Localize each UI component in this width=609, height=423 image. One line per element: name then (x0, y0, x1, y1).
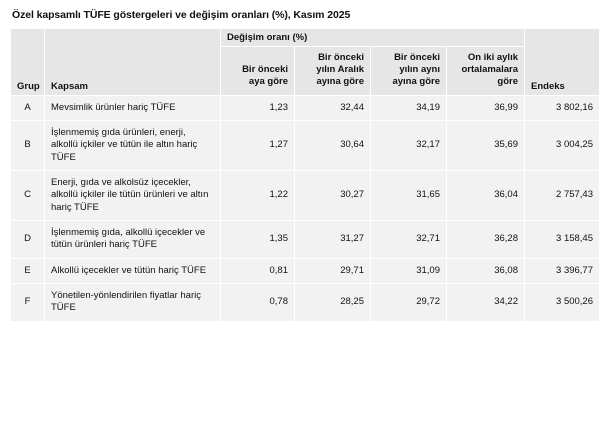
cell-twelve-month-avg: 36,28 (447, 221, 525, 259)
cell-group: B (11, 120, 45, 170)
cell-prev-month: 1,35 (221, 221, 295, 259)
table-header-group-row (11, 29, 600, 47)
cell-index: 3 500,26 (525, 284, 600, 322)
cell-scope: Alkollü içecekler ve tütün hariç TÜFE (45, 258, 221, 283)
cell-scope: Yönetilen-yönlendirilen fiyatlar hariç TÜFE (45, 284, 221, 322)
table-header (11, 29, 600, 96)
cell-twelve-month-avg: 34,22 (447, 284, 525, 322)
cell-prev-december: 31,27 (295, 221, 371, 259)
cell-group: E (11, 258, 45, 283)
cell-scope: İşlenmemiş gıda, alkollü içecekler ve tütün ürünleri hariç TÜFE (45, 221, 221, 259)
cell-prev-year-same-month: 29,72 (371, 284, 447, 322)
cell-scope: İşlenmemiş gıda ürünleri, enerji, alkollü içkiler ve tütün ile altın hariç TÜFE (45, 120, 221, 170)
cell-index: 3 004,25 (525, 120, 600, 170)
column-header-prev-december: Bir önceki yılın Aralık ayına göre (295, 47, 371, 96)
cell-prev-month: 0,81 (221, 258, 295, 283)
table-row (11, 120, 600, 170)
cell-prev-month: 1,22 (221, 171, 295, 221)
table-row (11, 258, 600, 283)
cell-index: 3 396,77 (525, 258, 600, 283)
cell-twelve-month-avg: 36,08 (447, 258, 525, 283)
cell-group: D (11, 221, 45, 259)
table-row (11, 221, 600, 259)
table-body (11, 95, 600, 321)
cell-prev-month: 1,23 (221, 95, 295, 120)
cell-prev-month: 0,78 (221, 284, 295, 322)
cell-twelve-month-avg: 35,69 (447, 120, 525, 170)
cell-index: 3 158,45 (525, 221, 600, 259)
column-header-scope: Kapsam (45, 29, 221, 96)
cell-prev-year-same-month: 31,09 (371, 258, 447, 283)
cell-prev-december: 32,44 (295, 95, 371, 120)
cell-index: 2 757,43 (525, 171, 600, 221)
column-header-group: Grup (11, 29, 45, 96)
cell-group: A (11, 95, 45, 120)
column-header-prev-month: Bir önceki aya göre (221, 47, 295, 96)
cell-prev-year-same-month: 32,71 (371, 221, 447, 259)
cell-prev-december: 30,64 (295, 120, 371, 170)
cell-prev-year-same-month: 31,65 (371, 171, 447, 221)
cell-twelve-month-avg: 36,99 (447, 95, 525, 120)
cell-prev-december: 29,71 (295, 258, 371, 283)
table-row (11, 171, 600, 221)
cell-scope: Enerji, gıda ve alkolsüz içecekler, alkollü içkiler ile tütün ürünleri ve altın hariç TÜFE (45, 171, 221, 221)
cell-prev-december: 30,27 (295, 171, 371, 221)
cell-group: F (11, 284, 45, 322)
cell-prev-december: 28,25 (295, 284, 371, 322)
cell-index: 3 802,16 (525, 95, 600, 120)
column-header-prev-year-same-month: Bir önceki yılın aynı ayına göre (371, 47, 447, 96)
page-title: Özel kapsamlı TÜFE göstergeleri ve değişim oranları (%), Kasım 2025 (12, 9, 351, 21)
cell-prev-month: 1,27 (221, 120, 295, 170)
table-row (11, 95, 600, 120)
column-header-index: Endeks (525, 29, 600, 96)
cell-prev-year-same-month: 32,17 (371, 120, 447, 170)
cell-group: C (11, 171, 45, 221)
column-header-twelve-month-avg: On iki aylık ortalamalara göre (447, 47, 525, 96)
table-row (11, 284, 600, 322)
cell-twelve-month-avg: 36,04 (447, 171, 525, 221)
cpi-special-aggregates-table (10, 28, 600, 322)
column-header-change-rate-group: Değişim oranı (%) (221, 29, 525, 47)
cell-scope: Mevsimlik ürünler hariç TÜFE (45, 95, 221, 120)
cell-prev-year-same-month: 34,19 (371, 95, 447, 120)
